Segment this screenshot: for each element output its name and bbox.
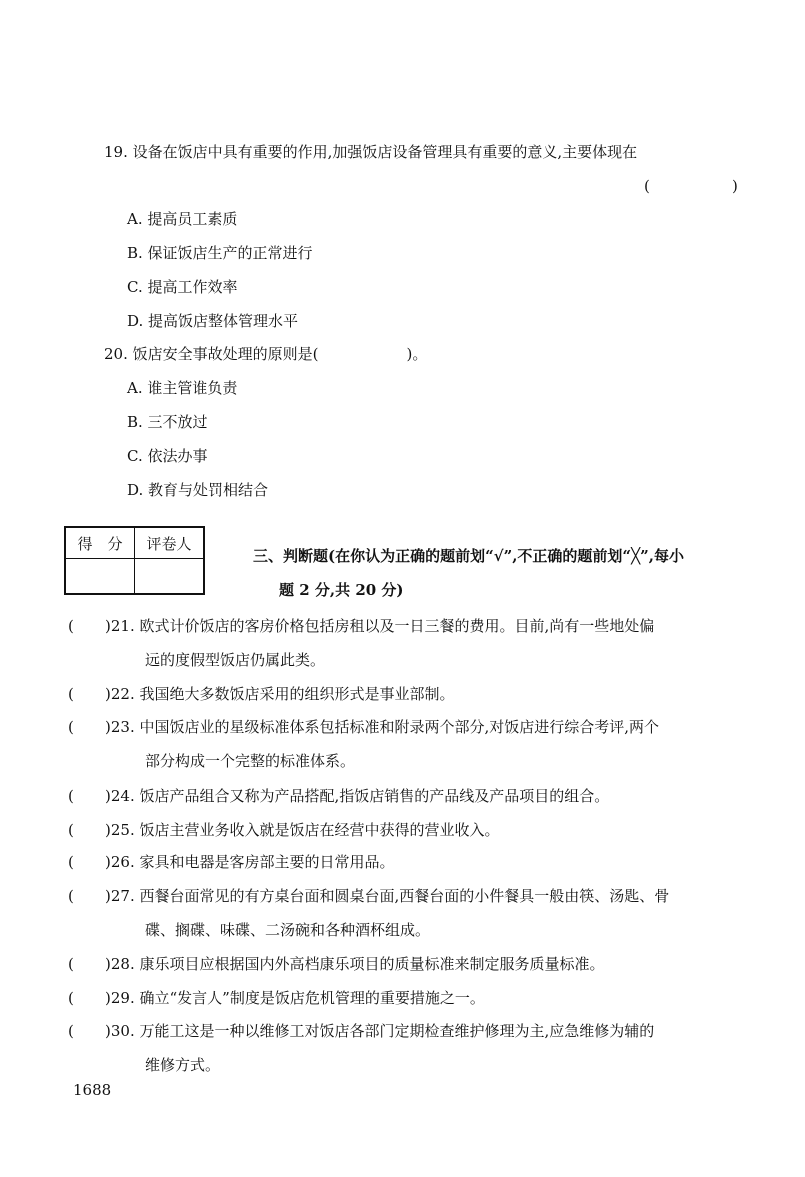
tf-item-text: )21. 欧式计价饭店的客房价格包括房租以及一日三餐的费用。目前,尚有一些地处偏 [105, 617, 655, 635]
question-19-answer-blank [644, 176, 738, 196]
grader-header: 评卷人 [135, 527, 205, 559]
answer-paren: ( [68, 617, 74, 635]
grader-cell [135, 559, 205, 595]
question-19-option-a: A. 提高员工素质 [127, 210, 238, 228]
section-3-subtitle: 题 2 分,共 20 分) [279, 581, 404, 599]
question-20-option-d: D. 教育与处罚相结合 [127, 481, 269, 499]
tf-item-text: )23. 中国饭店业的星级标准体系包括标准和附录两个部分,对饭店进行综合考评,两个 [105, 718, 660, 736]
answer-paren-left: ( [644, 177, 650, 195]
answer-paren: ( [68, 821, 74, 839]
answer-paren: ( [68, 787, 74, 805]
tf-item-30-continuation: 维修方式。 [145, 1056, 221, 1074]
tf-item-text: )25. 饭店主营业务收入就是饭店在经营中获得的营业收入。 [105, 821, 500, 839]
section-3-title: 三、判断题(在你认为正确的题前划“√”,不正确的题前划“╳”,每小 [253, 547, 684, 565]
tf-item-text: )30. 万能工这是一种以维修工对饭店各部门定期检查维护修理为主,应急维修为辅的 [105, 1022, 655, 1040]
tf-item-text: )28. 康乐项目应根据国内外高档康乐项目的质量标准来制定服务质量标准。 [105, 955, 605, 973]
answer-paren: ( [68, 853, 74, 871]
score-header: 得 分 [65, 527, 135, 559]
answer-paren-right: ) [732, 177, 738, 195]
tf-item-text: )22. 我国绝大多数饭店采用的组织形式是事业部制。 [105, 685, 455, 703]
answer-paren: ( [68, 685, 74, 703]
score-table [64, 526, 205, 595]
question-20-option-a: A. 谁主管谁负责 [127, 379, 238, 397]
question-20-text: 20. 饭店安全事故处理的原则是( [104, 345, 319, 363]
question-19-option-c: C. 提高工作效率 [127, 278, 238, 296]
tf-item-23-continuation: 部分构成一个完整的标准体系。 [145, 752, 356, 770]
answer-paren: ( [68, 718, 74, 736]
question-20-option-c: C. 依法办事 [127, 447, 208, 465]
question-19-option-b: B. 保证饭店生产的正常进行 [127, 244, 313, 262]
answer-paren: ( [68, 887, 74, 905]
tf-item-text: )24. 饭店产品组合又称为产品搭配,指饭店销售的产品线及产品项目的组合。 [105, 787, 610, 805]
tf-item-text: )26. 家具和电器是客房部主要的日常用品。 [105, 853, 395, 871]
tf-item-text: )27. 西餐台面常见的有方桌台面和圆桌台面,西餐台面的小件餐具一般由筷、汤匙、骨 [105, 887, 670, 905]
question-20-option-b: B. 三不放过 [127, 413, 208, 431]
question-20-text-end: )。 [406, 345, 428, 363]
page-number: 1688 [73, 1081, 112, 1099]
question-20-stem [104, 344, 427, 364]
answer-paren: ( [68, 989, 74, 1007]
tf-item-text: )29. 确立“发言人”制度是饭店危机管理的重要措施之一。 [105, 989, 485, 1007]
question-19-stem: 19. 设备在饭店中具有重要的作用,加强饭店设备管理具有重要的意义,主要体现在 [104, 143, 638, 161]
tf-item-21-continuation: 远的度假型饭店仍属此类。 [145, 651, 326, 669]
score-cell [65, 559, 135, 595]
question-19-option-d: D. 提高饭店整体管理水平 [127, 312, 299, 330]
answer-paren: ( [68, 955, 74, 973]
answer-paren: ( [68, 1022, 74, 1040]
tf-item-27-continuation: 碟、搁碟、味碟、二汤碗和各种酒杯组成。 [145, 921, 431, 939]
